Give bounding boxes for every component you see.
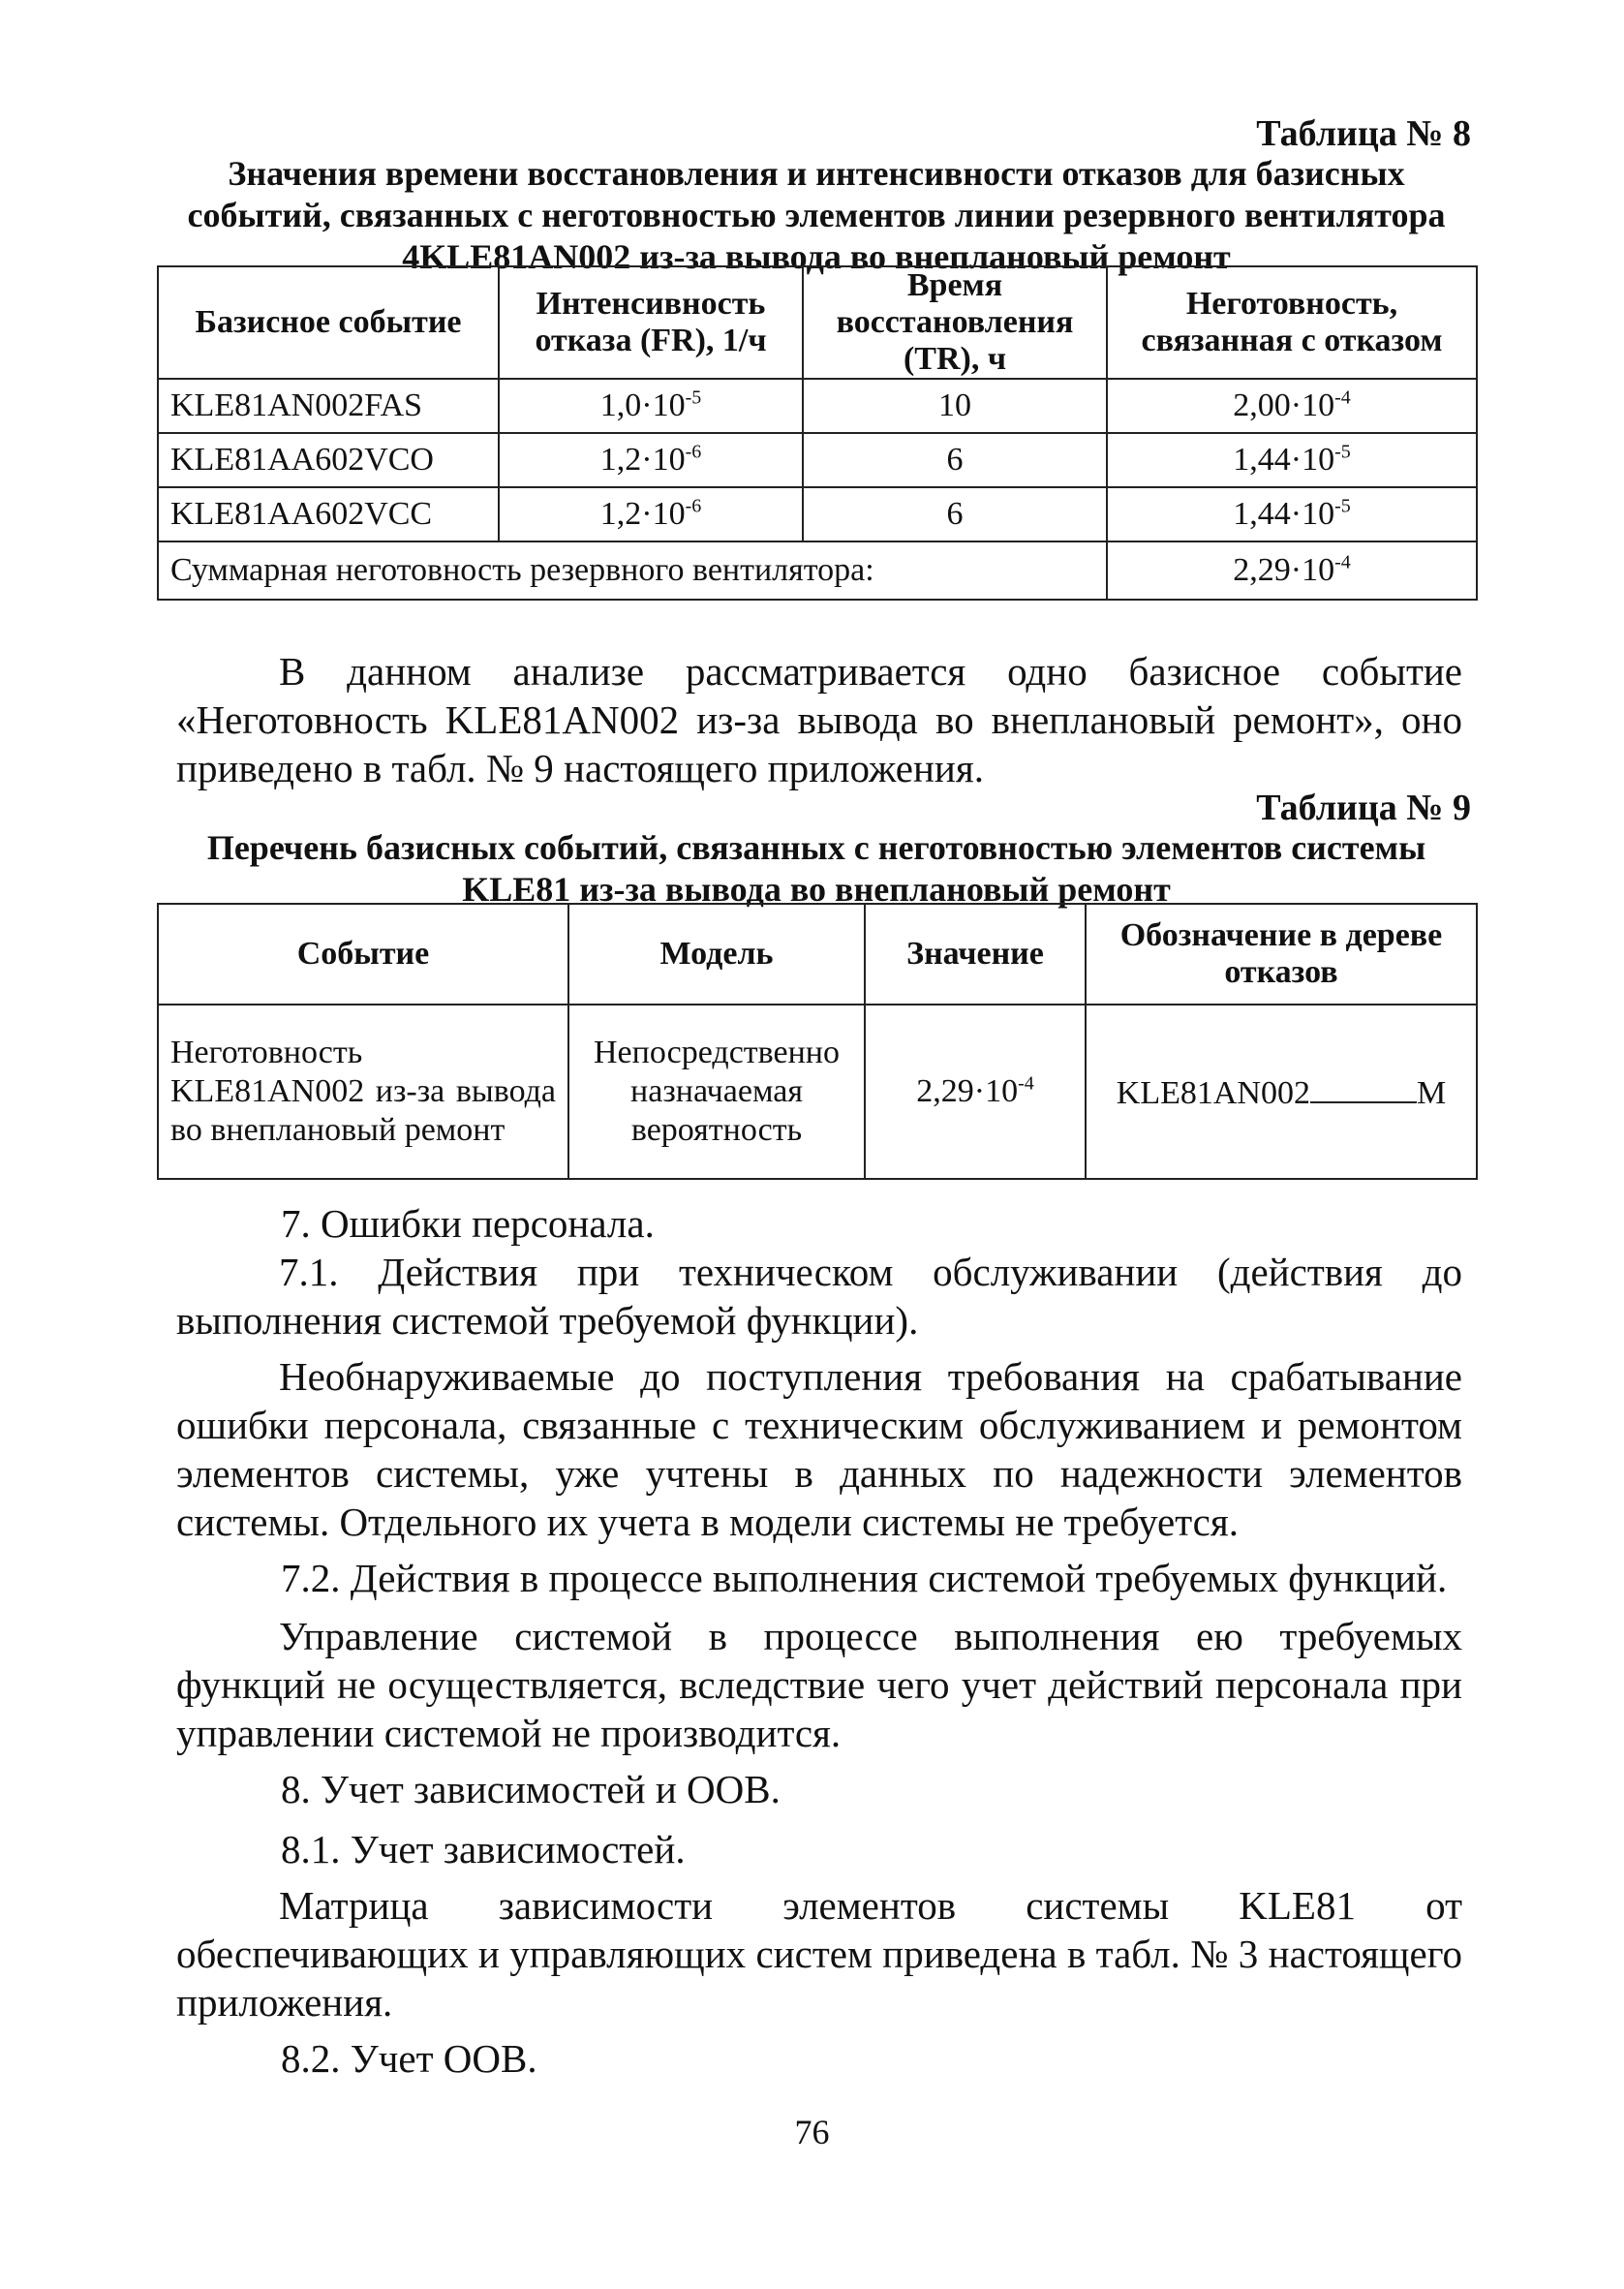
paragraph-analysis: В данном анализе рассматривается одно базисное событие «Неготовность KLE81AN002 из-за вывода во внеплановый ремонт», оно приведено в табл. № 9 настоящего приложения.	[176, 649, 1462, 790]
table9-header-event: Событие	[158, 904, 568, 1005]
table8-cell-event: KLE81AA602VCC	[158, 487, 499, 541]
table9-cell-model: Непосредственно назначаемая вероятность	[568, 1005, 865, 1179]
table8-total-value: $2,29\cdot 10^{-4}$	[1107, 541, 1477, 600]
table8-header-event: Базисное событие	[158, 266, 499, 379]
underscore-blank	[1310, 1072, 1417, 1103]
table8-cell-tr: 10	[803, 379, 1107, 433]
table9-header-designation: Обозначение в дереве отказов	[1086, 904, 1477, 1005]
table8-total-row	[158, 541, 1477, 600]
table9-title: Перечень базисных событий, связанных с неготовностью элементов системы KLE81 из-за вывода во внеплановый ремонт	[206, 828, 1426, 909]
table8-cell-tr: 6	[803, 487, 1107, 541]
section-7-1-text: Необнаруживаемые до поступления требования на срабатывание ошибки персонала, связанные с техническим обслуживанием и ремонтом элементов системы, уже учтены в данных по надежности элементов системы. Отдельного их учета в модели системы не требуется.	[176, 1354, 1462, 1544]
section-7-2-text: Управление системой в процессе выполнения ею требуемых функций не осуществляется, вследствие чего учет действий персонала при управлении системой не производится.	[176, 1614, 1462, 1755]
table8-header-tr: Время восстановления (TR), ч	[803, 266, 1107, 379]
table9-header-row	[158, 904, 1477, 1005]
table8-cell-tr: 6	[803, 433, 1107, 487]
section-8-1-text: Матрица зависимости элементов системы KLE81 от обеспечивающих и управляющих систем приведена в табл. № 3 настоящего приложения.	[176, 1883, 1462, 2025]
table8-cell-fr: $1,2\cdot 10^{-6}$	[499, 433, 803, 487]
table8-header-unavailability: Неготовность, связанная с отказом	[1107, 266, 1477, 379]
table9-label: Таблица № 9	[1256, 788, 1471, 828]
section-7-2-heading: 7.2. Действия в процессе выполнения системой требуемых функций.	[281, 1556, 1448, 1600]
table8-title: Значения времени восстановления и интенсивности отказов для базисных событий, связанных с неготовностью элементов линии резервного вентилятора 4KLE81AN002 из-за вывода во внеплановый ремонт	[187, 154, 1446, 276]
table8-header-fr: Интенсивность отказа (FR), 1/ч	[499, 266, 803, 379]
table-row	[158, 1005, 1477, 1179]
table8-label: Таблица № 8	[1256, 113, 1471, 154]
section-8-heading: 8. Учет зависимостей и ООВ.	[281, 1767, 781, 1811]
table9-cell-event: Неготовность KLE81AN002 из-за вывода во внеплановый ремонт	[158, 1005, 568, 1179]
page-number: 76	[794, 2113, 830, 2151]
table9-cell-value: $2,29\cdot 10^{-4}$	[865, 1005, 1086, 1179]
section-8-1-heading: 8.1. Учет зависимостей.	[281, 1827, 686, 1871]
table8-cell-unavailability: $1,44\cdot 10^{-5}$	[1107, 433, 1477, 487]
table9-header-value: Значение	[865, 904, 1086, 1005]
section-8-2-heading: 8.2. Учет ООВ.	[281, 2036, 537, 2081]
table8	[157, 265, 1478, 601]
table8-cell-fr: $1,2\cdot 10^{-6}$	[499, 487, 803, 541]
table8-header-row	[158, 266, 1477, 379]
table8-cell-unavailability: $2,00\cdot 10^{-4}$	[1107, 379, 1477, 433]
table8-cell-fr: $1,0\cdot 10^{-5}$	[499, 379, 803, 433]
table9	[157, 903, 1478, 1180]
table-row	[158, 433, 1477, 487]
table8-cell-event: KLE81AA602VCO	[158, 433, 499, 487]
table8-cell-event: KLE81AN002FAS	[158, 379, 499, 433]
section-7-1-heading: 7.1. Действия при техническом обслуживании (действия до выполнения системой требуемой функции).	[176, 1250, 1462, 1343]
table-row	[158, 487, 1477, 541]
table9-cell-designation: KLE81AN002 M	[1086, 1005, 1477, 1179]
table9-header-model: Модель	[568, 904, 865, 1005]
table-row	[158, 379, 1477, 433]
table8-total-label: Суммарная неготовность резервного вентилятора:	[158, 541, 1107, 600]
table8-cell-unavailability: $1,44\cdot 10^{-5}$	[1107, 487, 1477, 541]
section-7-heading: 7. Ошибки персонала.	[281, 1201, 655, 1246]
